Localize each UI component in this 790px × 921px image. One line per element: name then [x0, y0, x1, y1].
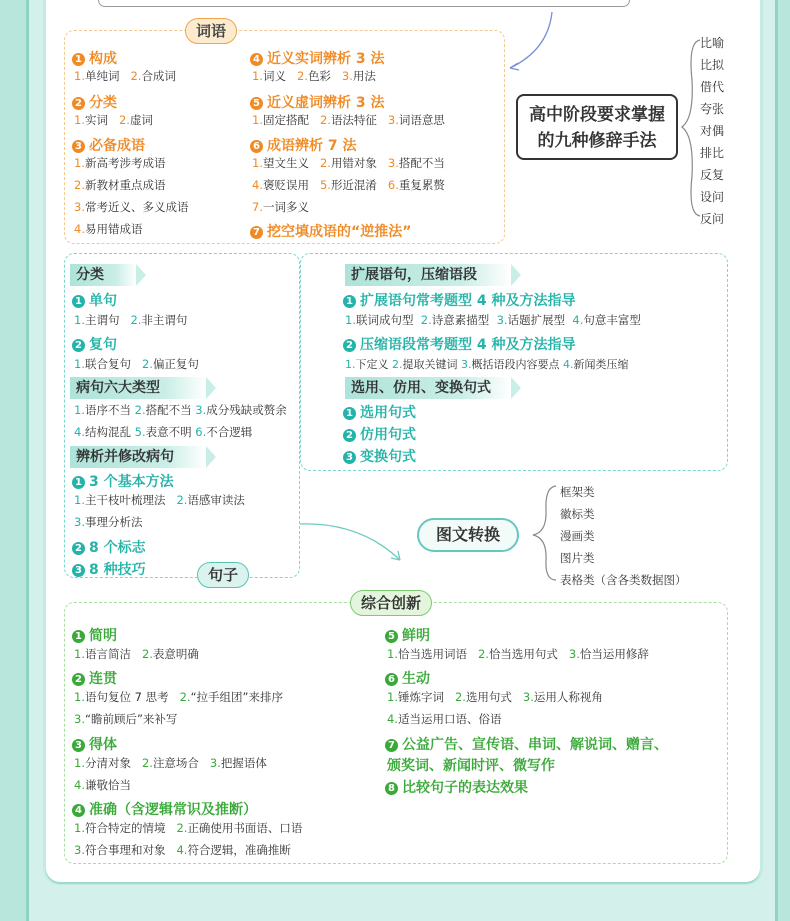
zonghe-l3-row2: 4.谦敬恰当: [74, 778, 131, 792]
rhetoric-item: 对偶: [700, 124, 725, 138]
complex-items: 1.联合复句 2.偏正复句: [74, 357, 199, 371]
zonghe-l1-head: 1 简明: [72, 625, 117, 645]
tuwen-title: 图文转换: [417, 518, 519, 552]
zonghe-l2-head: 2 连贯: [72, 668, 117, 688]
words-l1-items: 1.单纯词 2.合成词: [74, 69, 176, 83]
words-l3-item3: 3.常考近义、多义成语: [74, 200, 189, 214]
zonghe-l4-row2: 3.符合事理和对象 4.符合逻辑，准确推断: [74, 843, 291, 857]
top-connector: [98, 0, 630, 7]
zonghe-l2-row1: 1.语句复位 7 思考 2.“拉手组团”来排序: [74, 690, 283, 704]
fix-g1-row1: 1.主干枝叶梳理法 2.语感审读法: [74, 493, 245, 507]
rhetoric-item: 反复: [700, 168, 725, 182]
rhetoric-item: 反问: [700, 212, 725, 226]
rhetoric-item: 夸张: [700, 102, 725, 116]
zonghe-r5-row1: 1.恰当选用词语 2.恰当选用句式 3.恰当运用修辞: [387, 647, 649, 661]
zonghe-l3-row1: 1.分清对象 2.注意场合 3.把握语体: [74, 756, 267, 770]
words-l3-item2: 2.新教材重点成语: [74, 178, 166, 192]
classify-head: 分类: [70, 264, 136, 286]
fix-g2-head: 2 8 个标志: [72, 537, 146, 557]
expand-head: 扩展语句，压缩语段: [345, 264, 511, 286]
words-r4-head: 4 近义实词辨析 3 法: [250, 48, 385, 68]
imitate-item-2: 2 仿用句式: [343, 424, 416, 444]
imitate-head: 选用、仿用、变换句式: [345, 377, 511, 399]
zonghe-l1-row1: 1.语言简洁 2.表意明确: [74, 647, 199, 661]
words-l3-item4: 4.易用错成语: [74, 222, 143, 236]
expand-g1-head: 1 扩展语句常考题型 4 种及方法指导: [343, 290, 576, 310]
rhetoric-item: 设问: [700, 190, 725, 204]
complex-head: 2 复句: [72, 334, 117, 354]
ill-row1: 1.语序不当 2.搭配不当 3.成分残缺或赘余: [74, 403, 287, 417]
words-r4-items: 1.词义 2.色彩 3.用法: [252, 69, 376, 83]
single-items: 1.主谓句 2.非主谓句: [74, 313, 188, 327]
zonghe-l4-head: 4 准确（含逻辑常识及推断）: [72, 799, 257, 819]
rhetoric-title: 高中阶段要求掌握 的九种修辞手法: [516, 94, 678, 160]
zonghe-title: 综合创新: [350, 590, 432, 616]
words-l2-items: 1.实词 2.虚词: [74, 113, 153, 127]
imitate-item-1: 1 选用句式: [343, 402, 416, 422]
zonghe-r6-head: 6 生动: [385, 668, 430, 688]
tuwen-type: 漫画类: [560, 529, 595, 543]
tuwen-type: 徽标类: [560, 507, 595, 521]
expand-g2-items: 1.下定义 2.提取关键词 3.概括语段内容要点 4.新闻类压缩: [345, 358, 629, 371]
words-r5-items: 1.固定搭配 2.语法特征 3.词语意思: [252, 113, 445, 127]
ill-head: 病句六大类型: [70, 377, 206, 399]
zonghe-l2-row2: 3.“瞻前顾后”来补写: [74, 712, 178, 726]
words-l3-item1: 1.新高考涉考成语: [74, 156, 166, 170]
fix-g1-row2: 3.事理分析法: [74, 515, 143, 529]
single-head: 1 单句: [72, 290, 117, 310]
words-l2-head: 2 分类: [72, 92, 117, 112]
rhetoric-item: 排比: [700, 146, 725, 160]
zonghe-r6-row1: 1.锤炼字词 2.选用句式 3.运用人称视角: [387, 690, 603, 704]
zonghe-r7-head-line1: 7 公益广告、宣传语、串词、解说词、赠言、: [385, 734, 668, 754]
fix-g3-head: 3 8 种技巧: [72, 559, 146, 579]
fix-g1-head: 1 3 个基本方法: [72, 471, 174, 491]
sentences-title: 句子: [197, 562, 249, 588]
words-r6-row2: 4.褒贬误用 5.形近混淆 6.重复累赘: [252, 178, 445, 192]
zonghe-l3-head: 3 得体: [72, 734, 117, 754]
zonghe-r8-head: 8 比较句子的表达效果: [385, 777, 528, 797]
fix-head: 辨析并修改病句: [70, 446, 206, 468]
words-l1-head: 1 构成: [72, 48, 117, 68]
rhetoric-item: 比喻: [700, 36, 725, 50]
expand-g1-items: 1.联词成句型 2.诗意素描型 3.话题扩展型 4.句意丰富型: [345, 313, 641, 327]
words-r6-row3: 7.一词多义: [252, 200, 309, 214]
words-r7-head: 7 挖空填成语的“逆推法”: [250, 221, 411, 241]
expand-g2-head: 2 压缩语段常考题型 4 种及方法指导: [343, 334, 576, 354]
ill-row2: 4.结构混乱 5.表意不明 6.不合逻辑: [74, 425, 253, 439]
zonghe-r5-head: 5 鲜明: [385, 625, 430, 645]
imitate-item-3: 3 变换句式: [343, 446, 416, 466]
zonghe-r6-row2: 4.适当运用口语、俗语: [387, 712, 502, 726]
tuwen-type: 框架类: [560, 485, 595, 499]
tuwen-type: 图片类: [560, 551, 595, 565]
words-title: 词语: [185, 18, 237, 44]
words-r5-head: 5 近义虚词辨析 3 法: [250, 92, 385, 112]
zonghe-l4-row1: 1.符合特定的情境 2.正确使用书面语、口语: [74, 821, 303, 835]
words-l3-head: 3 必备成语: [72, 135, 145, 155]
words-r6-head: 6 成语辨析 7 法: [250, 135, 357, 155]
zonghe-r7-head-line2: 颁奖词、新闻时评、微写作: [387, 758, 555, 774]
rhetoric-item: 比拟: [700, 58, 725, 72]
tuwen-type: 表格类（含各类数据图）: [560, 573, 687, 587]
rhetoric-item: 借代: [700, 80, 725, 94]
words-r6-row1: 1.望文生义 2.用错对象 3.搭配不当: [252, 156, 445, 170]
